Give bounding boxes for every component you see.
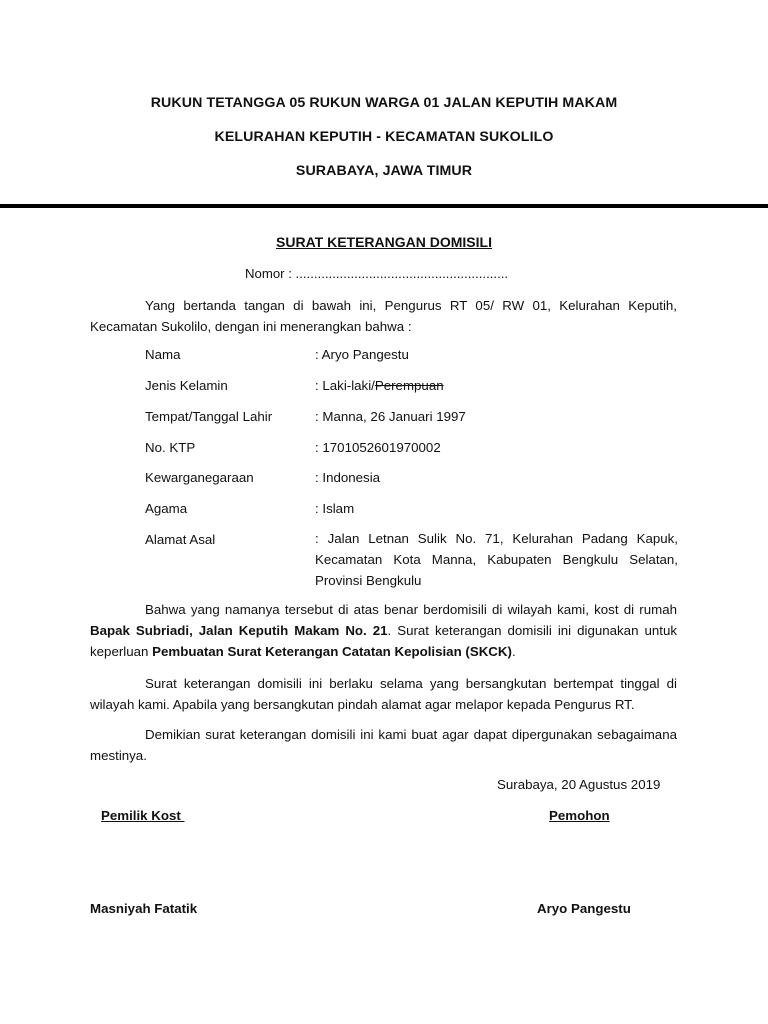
host-address: Bapak Subriadi, Jalan Keputih Makam No. 21 <box>90 623 388 638</box>
signature-name-right: Aryo Pangestu <box>537 901 631 916</box>
field-label: Nama <box>145 347 181 362</box>
field-value: : Jalan Letnan Sulik No. 71, Kelurahan Padang Kapuk, Kecamatan Kota Manna, Kabupaten Bengkulu Selatan, Provinsi Bengkulu <box>315 531 678 588</box>
field-label: Jenis Kelamin <box>145 378 228 393</box>
header-line-1: RUKUN TETANGGA 05 RUKUN WARGA 01 JALAN KEPUTIH MAKAM <box>150 95 618 111</box>
place-date: Surabaya, 20 Agustus 2019 <box>497 777 661 792</box>
statement-text-2: . Surat keterangan domisili ini digunakan untuk keperluan <box>90 623 677 659</box>
field-label: Kewarganegaraan <box>145 470 254 485</box>
header-divider <box>0 204 768 208</box>
field-value: : Manna, 26 Januari 1997 <box>315 409 466 424</box>
document-number: Nomor : .......................................................... <box>245 266 509 281</box>
gender-selected: : Laki-laki/ <box>315 378 375 393</box>
document-title: SURAT KETERANGAN DOMISILI <box>276 234 492 250</box>
field-value <box>315 378 678 393</box>
validity-text: Surat keterangan domisili ini berlaku selama yang bersangkutan bertempat tinggal di wilayah kami. Apabila yang bersangkutan pindah alamat agar melapor kepada Pengurus RT. <box>90 676 677 712</box>
field-value: : Aryo Pangestu <box>315 347 409 362</box>
field-value: : Islam <box>315 501 355 516</box>
statement-paragraph <box>90 599 677 662</box>
field-value: : 1701052601970002 <box>315 440 441 455</box>
intro-paragraph <box>90 295 677 337</box>
field-label: No. KTP <box>145 440 196 455</box>
field-value: : Indonesia <box>315 470 381 485</box>
closing-text: Demikian surat keterangan domisili ini kami buat agar dapat dipergunakan sebagaimana mestinya. <box>90 727 677 763</box>
intro-text: Yang bertanda tangan di bawah ini, Pengurus RT 05/ RW 01, Kelurahan Keputih, Kecamatan Sukolilo, dengan ini menerangkan bahwa : <box>90 298 677 334</box>
purpose-text: Pembuatan Surat Keterangan Catatan Kepolisian (SKCK) <box>152 644 512 659</box>
statement-text-1: Bahwa yang namanya tersebut di atas benar berdomisili di wilayah kami, kost di rumah <box>145 602 677 617</box>
field-label: Agama <box>145 501 188 516</box>
gender-struck-option: Perempuan <box>374 378 444 393</box>
field-label: Alamat Asal <box>145 532 216 547</box>
validity-paragraph <box>90 673 677 715</box>
statement-text-3: . <box>511 644 516 659</box>
signature-title-right: Pemohon <box>549 808 610 823</box>
header-line-3: SURABAYA, JAWA TIMUR <box>295 163 473 179</box>
signature-title-left: Pemilik Kost <box>101 808 185 823</box>
closing-paragraph <box>90 724 677 766</box>
field-label: Tempat/Tanggal Lahir <box>145 409 273 424</box>
header-line-2: KELURAHAN KEPUTIH - KECAMATAN SUKOLILO <box>214 129 554 145</box>
signature-name-left: Masniyah Fatatik <box>90 901 198 916</box>
